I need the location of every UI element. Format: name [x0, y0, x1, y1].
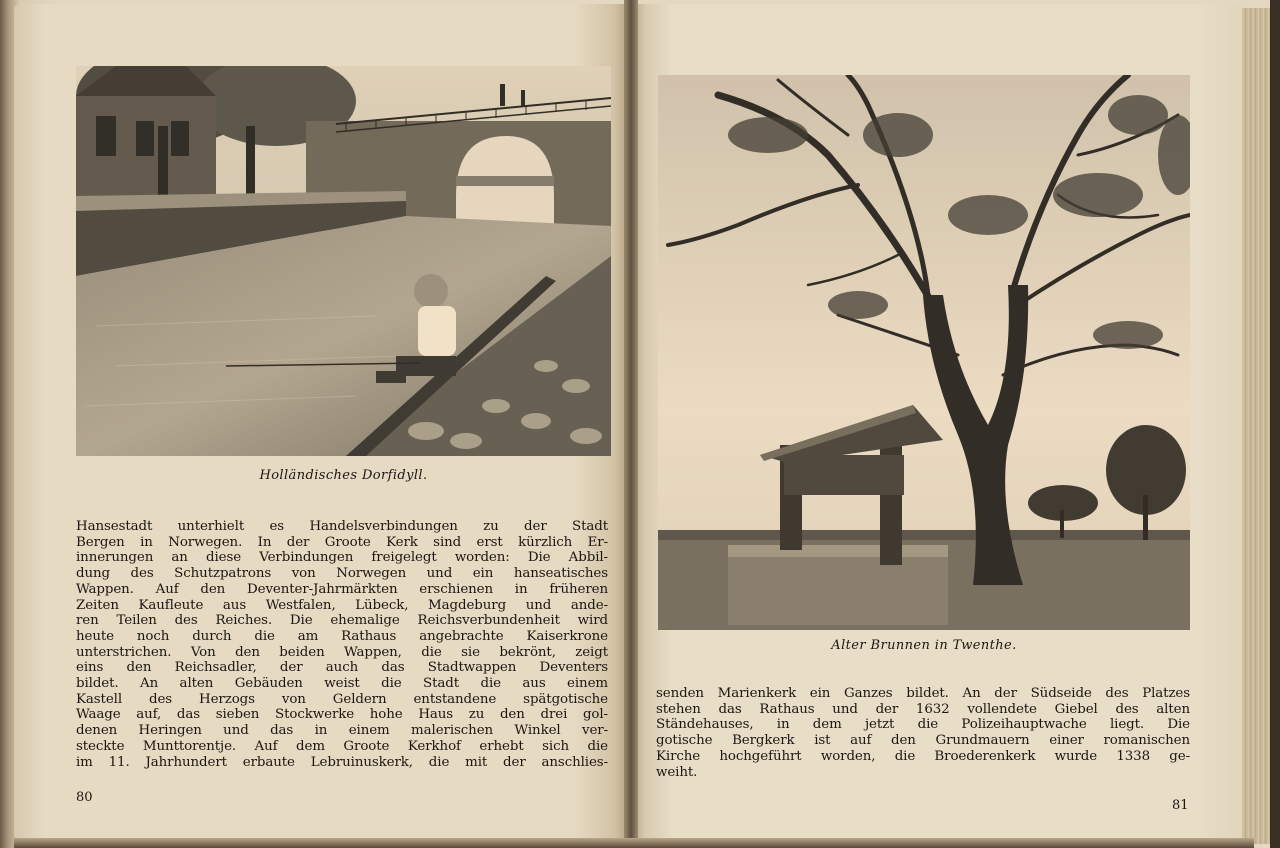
text-line: Bergen in Norwegen. In der Groote Kerk sind erst kürzlich Er-	[76, 534, 608, 550]
left-photo-caption: Holländisches Dorfidyll.	[259, 468, 428, 483]
text-line: bildet. An alten Gebäuden weist die Stadt die aus einem	[76, 676, 608, 692]
text-line: im 11. Jahrhundert erbaute Lebruinuskerk, die mit der anschlies-	[76, 754, 608, 770]
text-line: Zeiten Kaufleute aus Westfalen, Lübeck, Magdeburg und ande-	[76, 597, 608, 613]
text-line: dung des Schutzpatrons von Norwegen und ein hanseatisches	[76, 566, 608, 582]
text-line: ren Teilen des Reiches. Die ehemalige Reichsverbundenheit wird	[76, 613, 608, 629]
right-photo-caption: Alter Brunnen in Twenthe.	[831, 638, 1017, 653]
text-line: Kastell des Herzogs von Geldern entstandene spätgotische	[76, 691, 608, 707]
text-line: innerungen an diese Verbindungen freigelegt worden: Die Abbil-	[76, 550, 608, 566]
left-body-text	[76, 519, 608, 770]
text-line: stehen das Rathaus und der 1632 vollendete Giebel des alten	[656, 701, 1190, 717]
text-line: unterstrichen. Von den beiden Wappen, die sie bekrönt, zeigt	[76, 644, 608, 660]
old-well-photo	[658, 75, 1190, 630]
text-line: denen Heringen und das in einem malerischen Winkel ver-	[76, 723, 608, 739]
book-gutter	[624, 0, 638, 848]
text-line: Hansestadt unterhielt es Handelsverbindungen zu der Stadt	[76, 519, 608, 534]
text-line: gotische Bergkerk ist auf den Grundmauern einer romanischen	[656, 733, 1190, 749]
text-line: Kirche hochgeführt worden, die Broederenkerk wurde 1338 ge-	[656, 748, 1190, 764]
text-line: Wappen. Auf den Deventer-Jahrmärkten erschienen in früheren	[76, 581, 608, 597]
right-body-text	[656, 686, 1190, 780]
text-line: weiht.	[656, 764, 698, 780]
text-line: heute noch durch die am Rathaus angebrachte Kaiserkrone	[76, 628, 608, 644]
village-canal-photo	[76, 66, 611, 456]
background-edge	[1270, 0, 1280, 848]
left-page-number: 80	[76, 790, 93, 805]
text-line: eins den Reichsadler, der auch das Stadtwappen Deventers	[76, 660, 608, 676]
text-line: Ständehauses, in dem jetzt die Polizeihauptwache liegt. Die	[656, 717, 1190, 733]
text-line: steckte Munttorentje. Auf dem Groote Kerkhof erhebt sich die	[76, 738, 608, 754]
book-bottom-edge	[14, 838, 1254, 848]
text-line: Waage auf, das sieben Stockwerke hohe Haus zu den drei gol-	[76, 707, 608, 723]
text-line: senden Marienkerk ein Ganzes bildet. An der Südseide des Platzes	[656, 686, 1190, 701]
right-page-number: 81	[1172, 798, 1189, 813]
